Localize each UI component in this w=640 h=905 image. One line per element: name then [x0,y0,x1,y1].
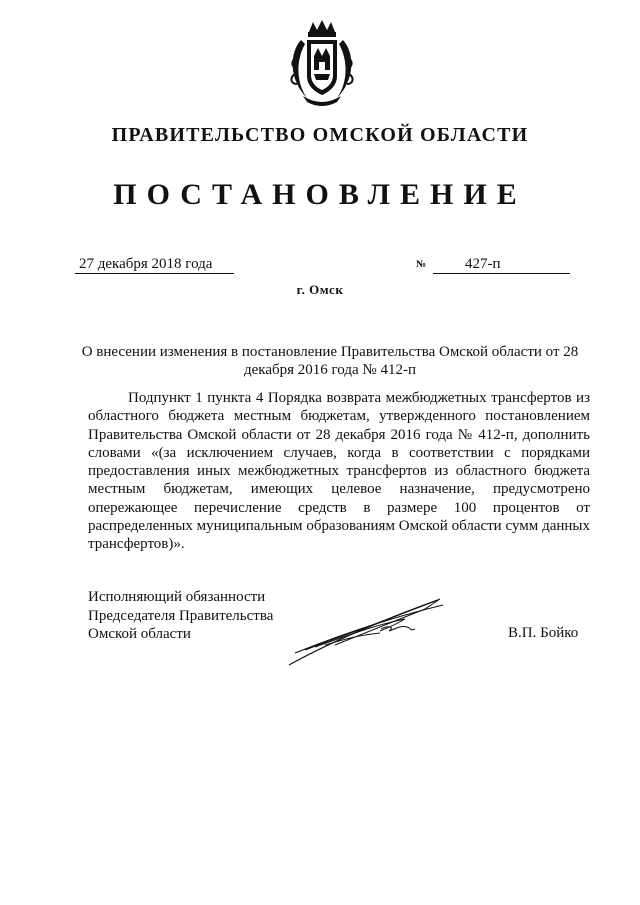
document-number: 427-п [433,256,570,274]
signer-position-line: Председателя Правительства [88,607,274,624]
signer-name: В.П. Бойко [508,625,579,641]
coat-of-arms-icon [287,18,357,106]
city-label: г. Омск [296,282,344,297]
signer-position-line: Исполняющий обязанности [88,589,266,605]
handwritten-signature-icon [285,595,450,670]
body-paragraph: Подпункт 1 пункта 4 Порядка возврата межбюджетных трансфертов из областного бюджета местным бюджетам, утвержденного постановлением Правительства Омской области от 28 декабря 2016 года № 412-п, дополнить словами «(за исключением случаев, когда в соответствии с порядками предоставления иных межбюджетных трансфертов из областного бюджета местным бюджетам, имеющих целевое назначение, предусмотрено опережающее перечисление средств в размере 100 процентов от распределенных муниципальным образованиям Омской области сумм данных трансфертов)». [88,390,590,553]
number-sign: № [416,259,427,270]
document-date: 27 декабря 2018 года [75,256,234,274]
signer-position [88,588,273,644]
signer-position-line: Омской области [88,626,191,642]
document-heading: О внесении изменения в постановление Правительства Омской области от 28 декабря 2016 года № 412-п [81,344,579,378]
government-title: ПРАВИТЕЛЬСТВО ОМСКОЙ ОБЛАСТИ [111,124,529,146]
document-type-title: ПОСТАНОВЛЕНИЕ [113,178,527,211]
